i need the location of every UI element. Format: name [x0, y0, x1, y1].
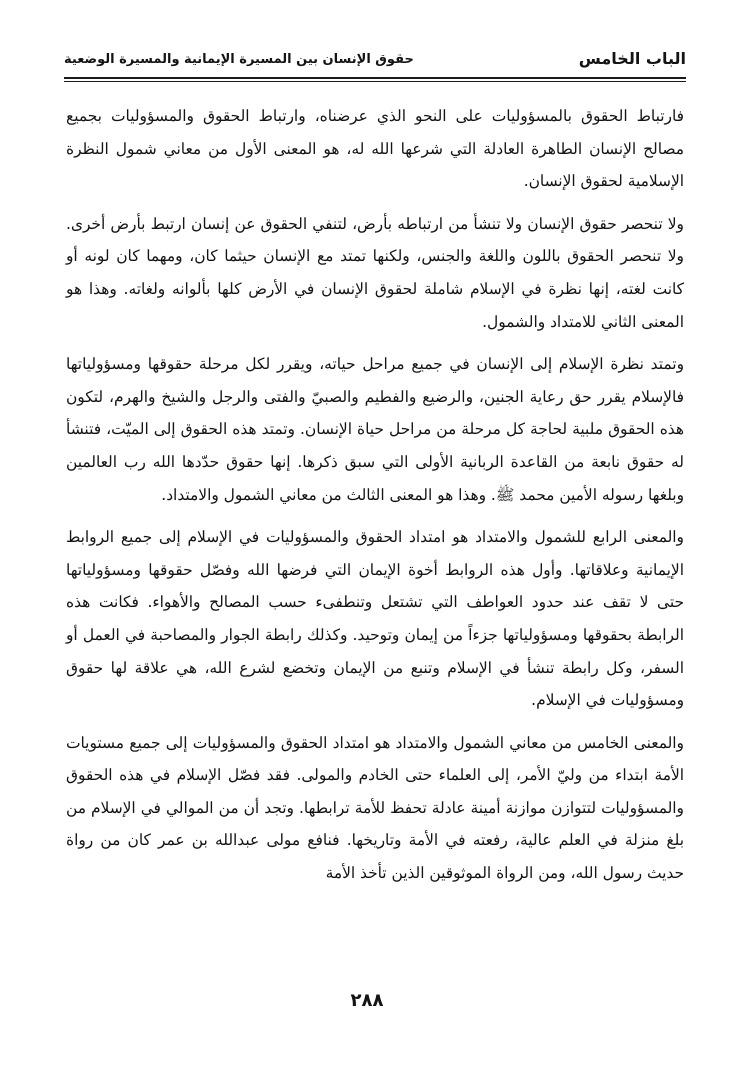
- paragraph-2: ولا تنحصر حقوق الإنسان ولا تنشأ من ارتباطه بأرض، لتنفي الحقوق عن إنسان ارتبط بأرض أخرى. ولا تنحصر الحقوق باللون واللغة والجنس، ولكنها تمتد مع الإنسان حيثما كان، ومهما كان لونه أو كانت لغته، إنها نظرة في الإسلام شاملة لحقوق الإنسان في الأرض كلها بألوانه ولغاته. وهذا هو المعنى الثاني للامتداد والشمول.: [66, 214, 684, 331]
- paragraph-4: والمعنى الرابع للشمول والامتداد هو امتداد الحقوق والمسؤوليات في الإسلام إلى جميع الروابط الإيمانية وعلاقاتها. وأول هذه الروابط أخوة الإيمان التي فرضها الله وفصّل حقوقها ومسؤولياتها حتى لا تقف عند حدود العواطف التي تشتعل وتنطفىء حسب المصالح والأهواء. فكانت هذه الرابطة بحقوقها ومسؤولياتها جزءاً من إيمان وتوحيد. وكذلك رابطة الجوار والمصاحبة في العمل أو السفر، وكل رابطة تنشأ في الإسلام وتنبع من الإيمان وتخضع لشرع الله، هي علاقة لها حقوق ومسؤوليات في الإسلام.: [66, 528, 684, 710]
- paragraph-3: وتمتد نظرة الإسلام إلى الإنسان في جميع مراحل حياته، ويقرر لكل مرحلة حقوقها ومسؤولياتها فالإسلام يقرر حق رعاية الجنين، والرضيع والفطيم والصبيّ والفتى والرجل والشيخ والهرم، لتكون هذه الحقوق ملبية لحاجة كل مرحلة من مراحل حياة الإنسان. وتمتد هذه الحقوق إلى الميّت، فتنشأ له حقوق نابعة من القاعدة الربانية الأولى التي سبق ذكرها. إنها حقوق حدّدها الله رب العالمين وبلغها رسوله الأمين محمد ﷺ. وهذا هو المعنى الثالث من معاني الشمول والامتداد.: [66, 355, 684, 504]
- paragraph-5: والمعنى الخامس من معاني الشمول والامتداد هو امتداد الحقوق والمسؤوليات إلى جميع مستويات الأمة ابتداء من وليّ الأمر، إلى العلماء حتى الخادم والمولى. فقد فصّل الإسلام في هذه الحقوق والمسؤوليات لتتوازن موازنة أمينة عادلة تحفظ للأمة ترابطها. وتجد أن من الموالي في الإسلام من بلغ منزلة في العلم عالية، رفعته في الأمة وتاريخها. فنافع مولى عبدالله بن عمر كان من رواة حديث رسول الله، ومن الرواة الموثوقين الذين تأخذ الأمة: [66, 733, 684, 883]
- paragraph-1: فارتباط الحقوق بالمسؤوليات على النحو الذي عرضناه، وارتباط الحقوق والمسؤوليات بجميع مصالح الإنسان الطاهرة العادلة التي شرعها الله له، هو المعنى الأول من معاني شمول النظرة الإسلامية لحقوق الإنسان.: [66, 107, 684, 191]
- header-rule-thin: [64, 81, 686, 82]
- page-number: ٢٨٨: [350, 990, 384, 1011]
- book-title-heading: حقوق الإنسان بين المسيرة الإيمانية والمسيرة الوضعية: [64, 52, 414, 67]
- header-rule: [64, 77, 686, 79]
- body-text: [66, 100, 684, 900]
- running-header: [64, 40, 686, 74]
- chapter-heading: الباب الخامس: [578, 49, 686, 68]
